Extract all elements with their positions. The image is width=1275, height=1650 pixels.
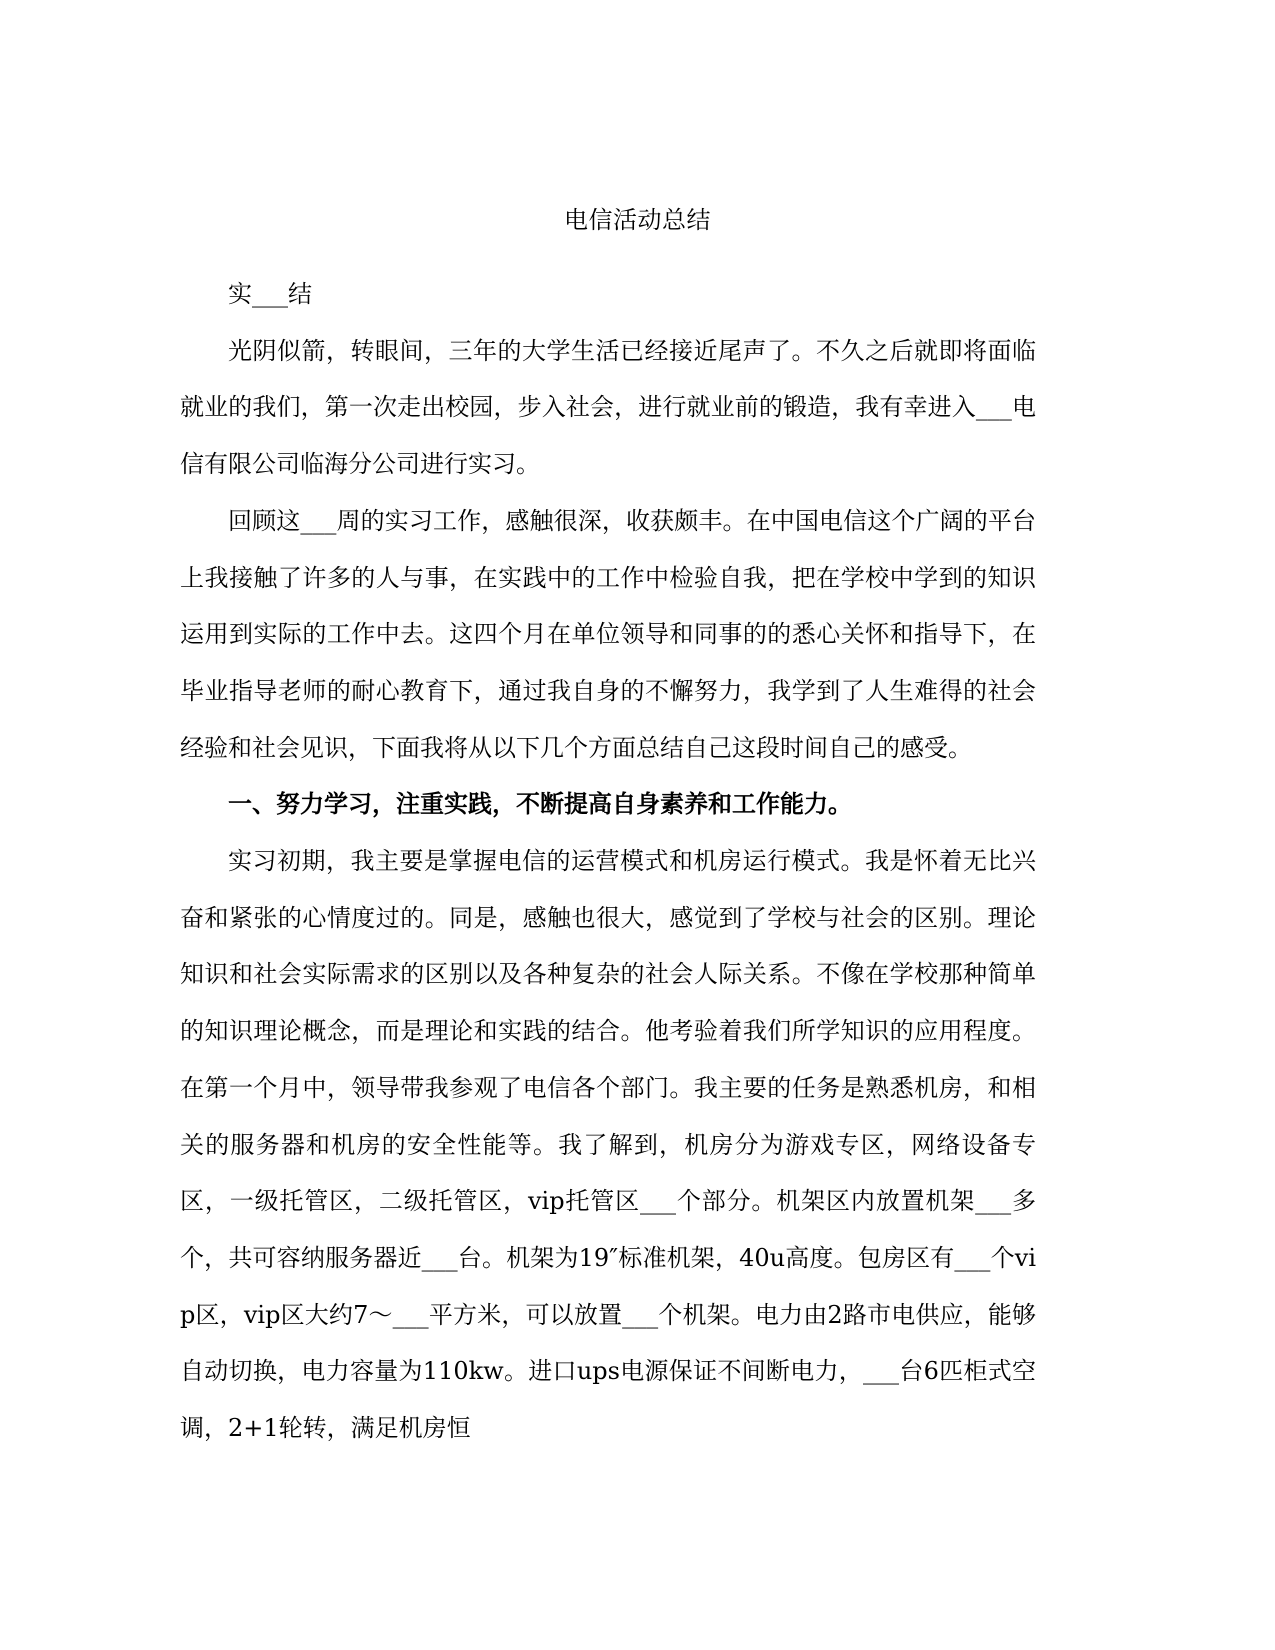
document-body	[180, 266, 1036, 1457]
section-heading: 一、努力学习，注重实践，不断提高自身素养和工作能力。	[228, 789, 852, 819]
subtitle-paragraph: 实___结	[228, 280, 312, 308]
intro-paragraph: 光阴似箭，转眼间，三年的大学生活已经接近尾声了。不久之后就即将面临就业的我们，第一次走出校园，步入社会，进行就业前的锻造，我有幸进入___电信有限公司临海分公司进行实习。	[180, 336, 1036, 479]
document-title: 电信活动总结	[564, 206, 711, 234]
review-paragraph: 回顾这___周的实习工作，感触很深，收获颇丰。在中国电信这个广阔的平台上我接触了许多的人与事，在实践中的工作中检验自我，把在学校中学到的知识运用到实际的工作中去。这四个月在单位领导和同事的的悉心关怀和指导下，在毕业指导老师的耐心教育下，通过我自身的不懈努力，我学到了人生难得的社会经验和社会见识，下面我将从以下几个方面总结自己这段时间自己的感受。	[180, 506, 1036, 762]
internship-paragraph: 实习初期，我主要是掌握电信的运营模式和机房运行模式。我是怀着无比兴奋和紧张的心情度过的。同是，感触也很大，感觉到了学校与社会的区别。理论知识和社会实际需求的区别以及各种复杂的社会人际关系。不像在学校那种简单的知识理论概念，而是理论和实践的结合。他考验着我们所学知识的应用程度。在第一个月中，领导带我参观了电信各个部门。我主要的任务是熟悉机房，和相关的服务器和机房的安全性能等。我了解到，机房分为游戏专区，网络设备专区，一级托管区，二级托管区，vip托管区___个部分。机架区内放置机架___多个，共可容纳服务器近___台。机架为19″标准机架，40u高度。包房区有___个vip区，vip区大约7～___平方米，可以放置___个机架。电力由2路市电供应，能够自动切换，电力容量为110kw。进口ups电源保证不间断电力，___台6匹柜式空调，2+1轮转，满足机房恒	[180, 847, 1036, 1443]
